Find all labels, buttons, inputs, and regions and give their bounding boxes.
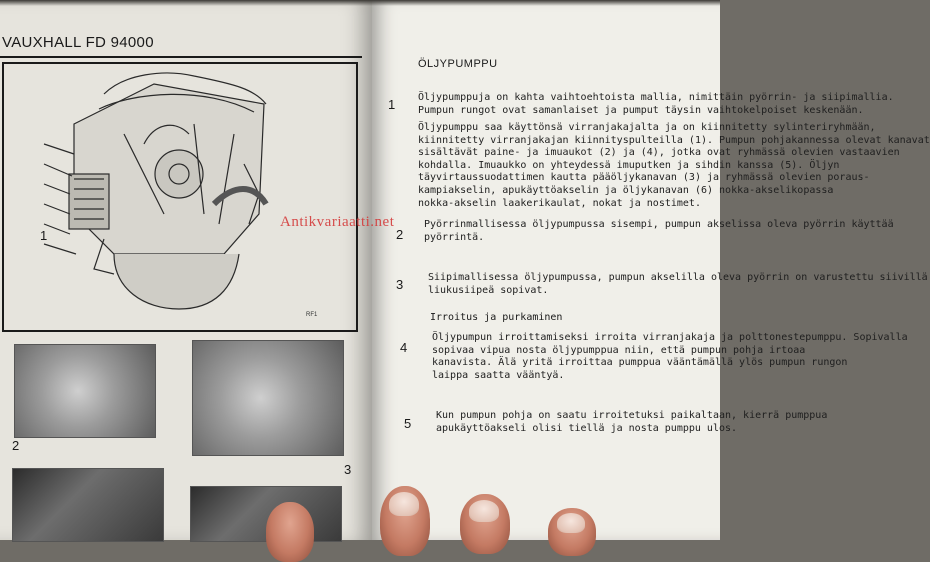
figure-label-3: 3 — [344, 462, 352, 477]
section-number-3: 3 — [396, 277, 404, 292]
finger-middle — [460, 494, 510, 554]
paragraph-4: Öljypumpun irroittamiseksi irroita virranjakaja ja polttonestepumppu. Sopivalla sopivaa vipua nosta öljypumppua niin, että pumpun pohja irtoaa kanavista. Älä yritä irroittaa pumppua vääntämällä ylös pumpun rungon laippa saatta vääntyä. — [432, 332, 908, 381]
paragraph-2: Pyörrinmallisessa öljypumpussa sisempi, pumpun akselissa oleva pyörrin käyttää pyörrintä. — [424, 219, 894, 243]
engine-diagram-frame — [2, 62, 358, 332]
finger-ring — [548, 508, 596, 556]
figure-label-2: 2 — [12, 438, 20, 453]
section-title: ÖLJYPUMPPU — [418, 58, 498, 70]
paragraph-5: Kun pumpun pohja on saatu irroitetuksi paikaltaan, kierrä pumppua apukäyttöakseli olisi tiellä ja nosta pumppu ulos. — [436, 410, 828, 434]
fingernail — [389, 492, 419, 516]
section-number-2: 2 — [396, 227, 404, 242]
watermark-text: Antikvariaatti.net — [280, 214, 395, 230]
header-rule — [0, 56, 362, 58]
photo-bottom-left — [12, 468, 164, 542]
photo-pump-parts — [14, 344, 156, 438]
fingernail — [557, 513, 585, 533]
engine-diagram — [4, 64, 356, 330]
page-header: VAUXHALL FD 94000 — [2, 34, 154, 51]
paragraph-3: Siipimallisessa öljypumpussa, pumpun akselilla oleva pyörrin on varustettu siivillä liukusiipeä sopivat. — [428, 272, 928, 296]
photo-pump-exploded — [192, 340, 344, 456]
top-edge-shadow — [0, 0, 720, 6]
subsection-title: Irroitus ja purkaminen — [430, 312, 563, 323]
section-number-5: 5 — [404, 416, 412, 431]
diagram-code: RF1 — [306, 312, 318, 318]
right-page — [372, 0, 930, 540]
finger-index — [380, 486, 430, 556]
figure-label-1: 1 — [40, 228, 48, 243]
section-number-4: 4 — [400, 340, 408, 355]
fingernail — [469, 500, 499, 522]
finger-thumb — [266, 502, 314, 562]
section-number-1: 1 — [388, 97, 396, 112]
paragraph-1b: Öljypumppu saa käyttönsä virranjakajalta ja on kiinnitetty sylinteriryhmään, kiinnitetty virranjakajan kiinnityspulteilla (1). Pumpun pohjakannessa olevat kanavat sisältävät paine- ja imuaukot (2) ja (4), jotka ovat ryhmässä olevien vastaavien kohdalla. Imuaukko on yhteydessä imuputken ja sihdin kanssa (5). Öljyn täyvirtaussuodattimen kautta pääöljykanavan (3) ja ryhmässä olevien poraus- kampiakselin, apukäyttöakselin ja öljykanavan (6) nokka-akselikopassa nokka-akselin laakerikaulat, nokat ja nostimet. — [418, 122, 930, 209]
paragraph-1a: Öljypumppuja on kahta vaihtoehtoista mallia, nimittäin pyörrin- ja siipimallia. Pumpun rungot ovat samanlaiset ja pumput täysin vaihtokelpoiset keskenään. — [418, 92, 894, 116]
left-page — [0, 0, 372, 540]
